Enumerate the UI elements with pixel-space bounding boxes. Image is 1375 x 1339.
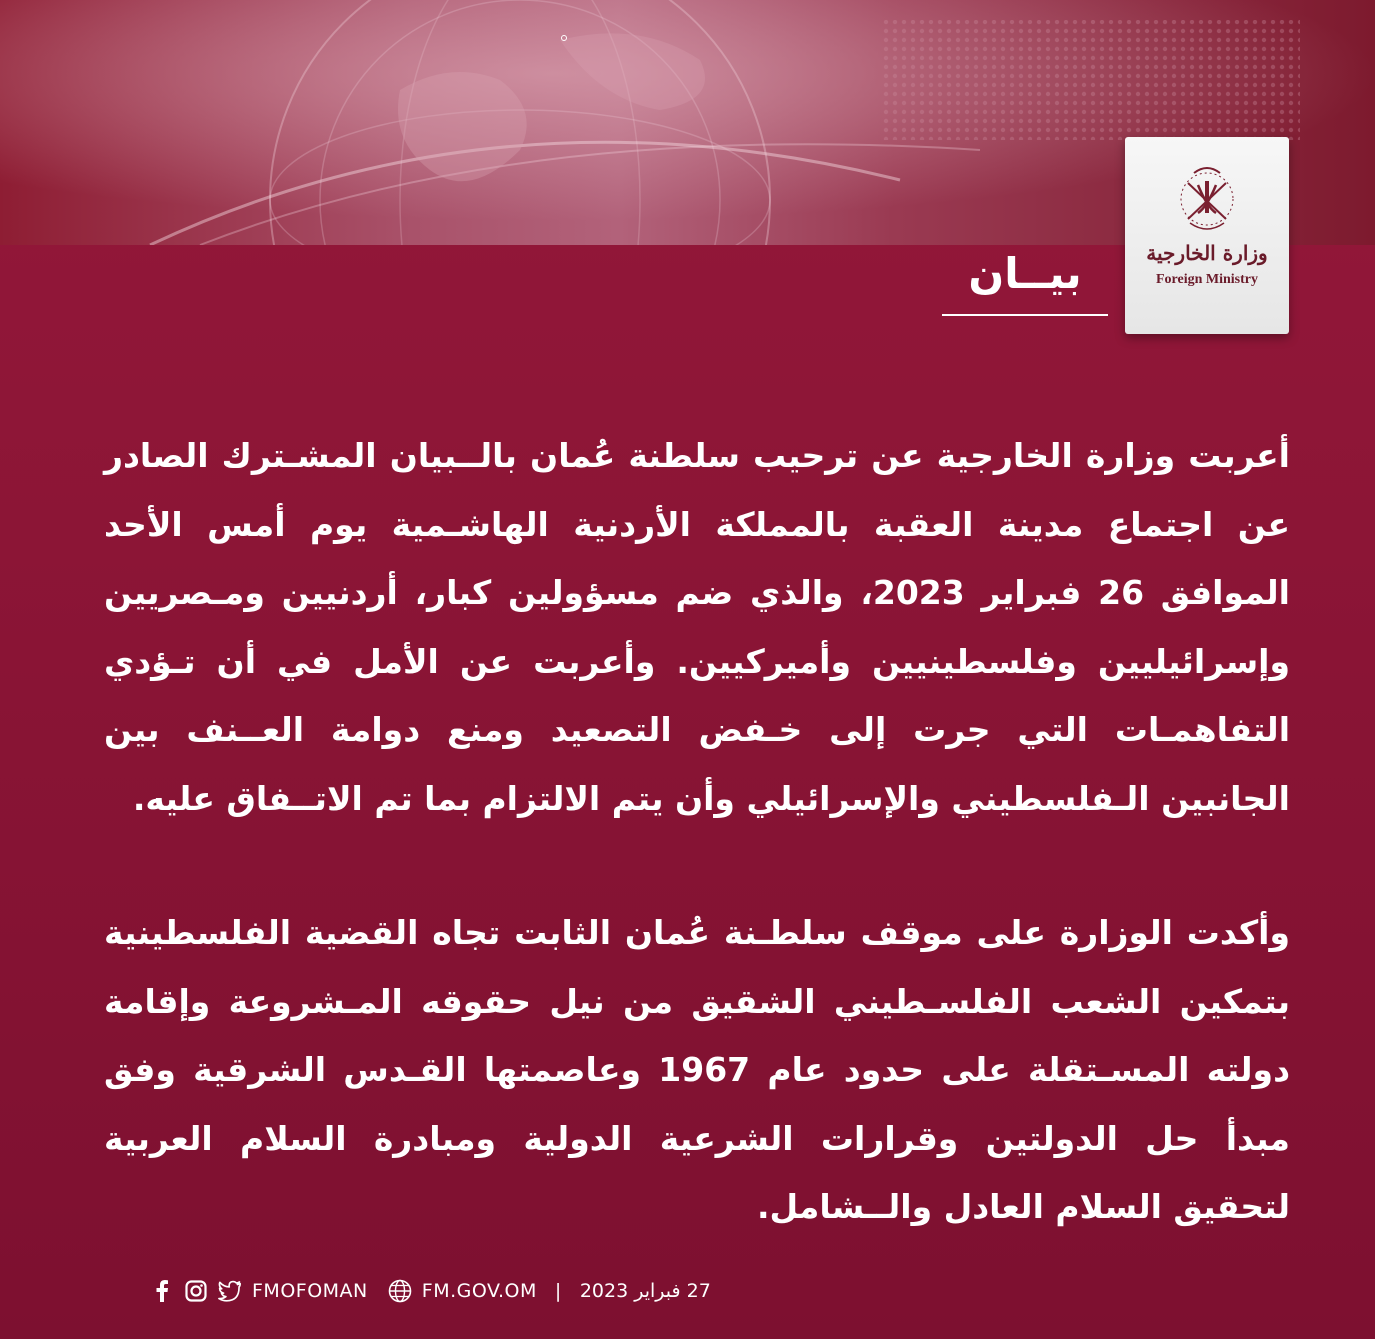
ministry-name-ar: وزارة الخارجية — [1146, 241, 1268, 265]
oman-emblem-icon — [1172, 159, 1242, 239]
statement-date: 27 فبراير 2023 — [579, 1280, 711, 1302]
website-link[interactable]: FM.GOV.OM — [421, 1280, 537, 1302]
ministry-name-en: Foreign Ministry — [1155, 272, 1258, 287]
footer — [150, 1274, 790, 1308]
instagram-icon[interactable] — [184, 1279, 208, 1303]
twitter-icon[interactable] — [218, 1279, 242, 1303]
statement-paragraph-2: وأكدت الوزارة على موقف سلطـنة عُمان الثابت تجاه القضية الفلسطينية بتمكين الشعب الفلسـطيني الشقيق من نيل حقوقه المـشروعة وإقامة دولته المسـتقلة على حدود عام 1967 وعاصمتها القـدس الشرقية وفق مبدأ حل الدولتين وقرارات الشرعية الدولية ومبادرة السلام العربية لتحقيق السلام العادل والــشامل. — [104, 913, 1290, 1226]
statement-body — [104, 422, 1290, 1242]
statement-paragraph-1: أعربت وزارة الخارجية عن ترحيب سلطنة عُمان بالــبيان المشـترك الصادر عن اجتماع مدينة العقبة بالمملكة الأردنية الهاشـمية يوم أمس الأحد الموافق 26 فبراير 2023، والذي ضم مسؤولين كبار، أردنيين ومـصريين وإسرائيليين وفلسطينيين وأميركيين. وأعربت عن الأمل في أن تـؤدي التفاهمـات التي جرت إلى خـفض التصعيد ومنع دوامة العــنف بين الجانبين الـفلسطيني والإسرائيلي وأن يتم الالتزام بما تم الاتــفاق عليه. — [104, 436, 1290, 818]
ministry-logo — [1125, 137, 1289, 334]
statement-title: بيــان — [968, 249, 1082, 298]
footer-separator: | — [554, 1280, 562, 1302]
social-handle[interactable]: FMOFOMAN — [252, 1280, 368, 1302]
title-underline — [942, 314, 1108, 316]
facebook-icon[interactable] — [150, 1279, 174, 1303]
globe-icon — [388, 1279, 412, 1303]
